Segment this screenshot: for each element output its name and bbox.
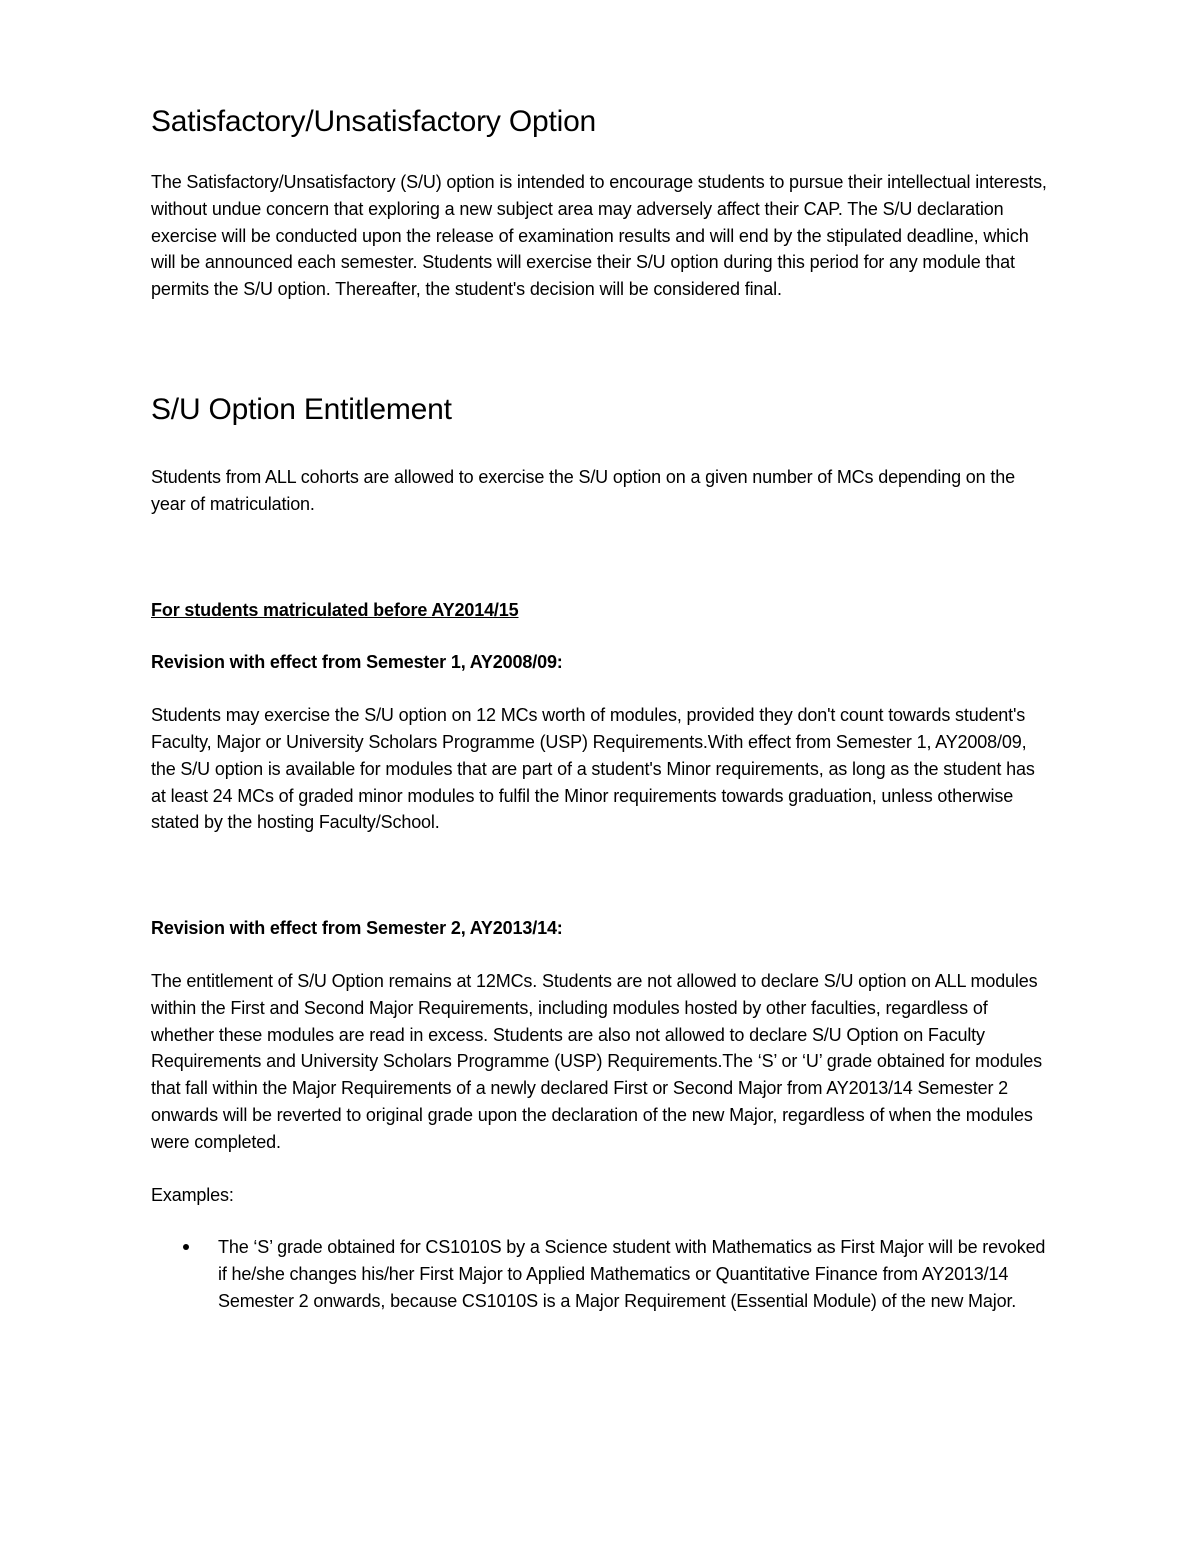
revision-1-heading: Revision with effect from Semester 1, AY2008/09:: [151, 652, 563, 673]
document-body: [151, 103, 1051, 1315]
revision-1-paragraph: Students may exercise the S/U option on 12 MCs worth of modules, provided they don't count towards student's Faculty, Major or University Scholars Programme (USP) Requirements.With effect from Semester 1, AY2008/09, the S/U option is available for modules that are part of a student's Minor requirements, as long as the student has at least 24 MCs of graded minor modules to fulfil the Minor requirements towards graduation, unless otherwise stated by the hosting Faculty/School.: [151, 705, 1035, 833]
example-text: The ‘S’ grade obtained for CS1010S by a Science student with Mathematics as First Major will be revoked if he/she changes his/her First Major to Applied Mathematics or Quantitative Finance from AY2013/14 Semester 2 onwards, because CS1010S is a Major Requirement (Essential Module) of the new Major.: [218, 1237, 1046, 1311]
list-item: [151, 1234, 1051, 1314]
revision-2-heading: Revision with effect from Semester 2, AY2013/14:: [151, 918, 563, 939]
heading-su-entitlement: S/U Option Entitlement: [151, 392, 452, 426]
intro-paragraph: The Satisfactory/Unsatisfactory (S/U) option is intended to encourage students to pursue their intellectual interests, without undue concern that exploring a new subject area may adversely affect their CAP. The S/U declaration exercise will be conducted upon the release of examination results and will end by the stipulated deadline, which will be announced each semester. Students will exercise their S/U option during this period for any module that permits the S/U option. Thereafter, the student's decision will be considered final.: [151, 172, 1047, 300]
revision-2-paragraph: The entitlement of S/U Option remains at 12MCs. Students are not allowed to declare S/U option on ALL modules within the First and Second Major Requirements, including modules hosted by other faculties, regardless of whether these modules are read in excess. Students are also not allowed to declare S/U Option on Faculty Requirements and University Scholars Programme (USP) Requirements.The ‘S’ or ‘U’ grade obtained for modules that fall within the Major Requirements of a newly declared First or Second Major from AY2013/14 Semester 2 onwards will be reverted to original grade upon the declaration of the new Major, regardless of when the modules were completed.: [151, 970, 1042, 1152]
cohort-heading: For students matriculated before AY2014/15: [151, 599, 519, 620]
examples-list: [151, 1234, 1051, 1314]
entitlement-paragraph: Students from ALL cohorts are allowed to exercise the S/U option on a given number of MCs depending on the year of matriculation.: [151, 466, 1015, 514]
bullet-icon: [183, 1244, 189, 1250]
heading-su-option: Satisfactory/Unsatisfactory Option: [151, 105, 597, 138]
examples-label: Examples:: [151, 1184, 234, 1205]
